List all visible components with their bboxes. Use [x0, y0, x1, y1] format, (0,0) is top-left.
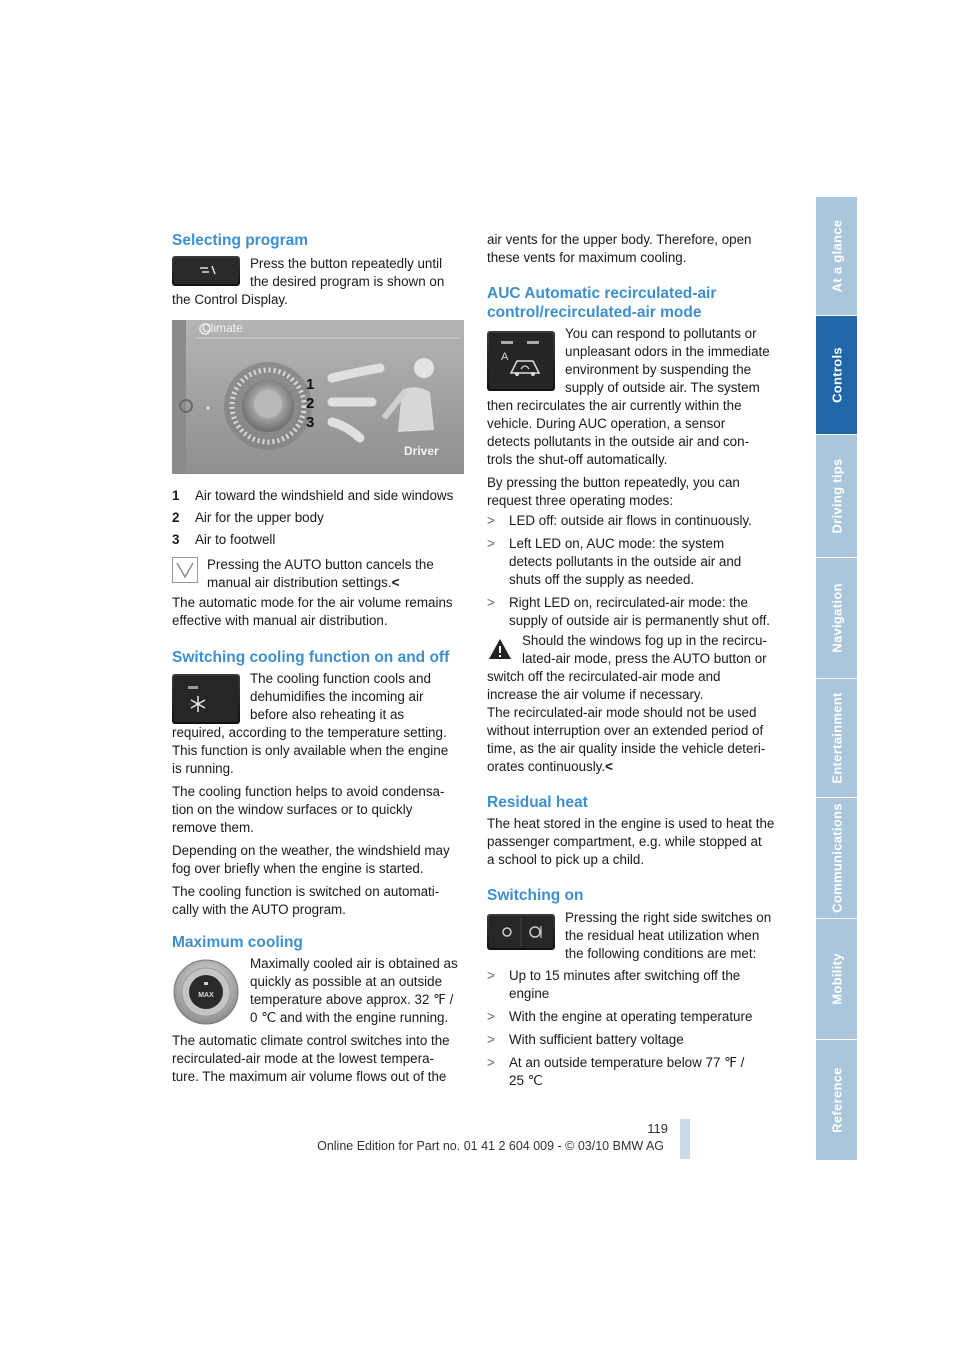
tab-navigation[interactable]: Navigation [816, 558, 857, 680]
sec2-text-cont: required, according to the temperature setting. This function is only available when the engine is running. The cooling function helps to avoid condensa- tion on the window surfaces or to quickly remove them. Depending on the weather, the windshield may fog over briefly when the engine is started. The cooling function is switched on automati- cally with the AUTO program. [172, 725, 450, 917]
note-icon [172, 557, 198, 583]
recirculation-icon [487, 331, 555, 391]
left-column [172, 231, 464, 250]
program-button-image [172, 256, 240, 286]
list-item: > Left LED on, AUC mode: the system detects pollutants in the outside air and shuts off the supply as needed. [487, 536, 742, 587]
climate-display-image [172, 320, 464, 474]
warning-text-cont: switch off the recirculated-air mode and increase the air volume if necessary. The recirculated-air mode should not be used without interruption over an extended period of time, as the air quality inside the vehicle deteri- orates continuously.< [487, 669, 766, 774]
text-line: the Control Display. [172, 292, 288, 307]
list-item: 3 Air to footwell [172, 532, 276, 547]
sec2-text: The cooling function cools and dehumidifies the incoming air before also reheating it as [250, 671, 431, 722]
cooling-button-image [172, 674, 240, 724]
list-item: 1 Air toward the windshield and side windows [172, 488, 454, 503]
screen-label-2: 2 [306, 395, 315, 412]
list-item: > At an outside temperature below 77 ℉ / 25 ℃ [487, 1055, 745, 1088]
footer-text: Online Edition for Part no. 01 41 2 604 009 - © 03/10 BMW AG [317, 1139, 664, 1153]
sec4-text: You can respond to pollutants or unpleasant odors in the immediate environment by suspending the supply of outside air. The system [565, 326, 770, 395]
continued-text: air vents for the upper body. Therefore, open these vents for maximum cooling. [487, 232, 752, 265]
note-text: Pressing the AUTO button cancels the manual air distribution settings.< [207, 557, 434, 590]
air-distribution-list [172, 487, 464, 549]
list-item: > LED off: outside air flows in continuously. [487, 513, 752, 528]
text-line: Press the button repeatedly until [250, 256, 443, 271]
list-item: > With the engine at operating temperature [487, 1009, 753, 1024]
screen-title: Climate [202, 321, 243, 335]
tab-communications[interactable]: Communications [816, 798, 857, 920]
screen-label-1: 1 [306, 376, 315, 393]
sec3-text: Maximally cooled air is obtained as quickly as possible at an outside temperature above approx. 32 ℉ / 0 ℃ and with the engine running. [250, 956, 458, 1025]
mode-bullet-list [487, 512, 782, 630]
auc-label: A [501, 351, 509, 363]
air-distribution-icon [172, 256, 240, 286]
page-number-bar [680, 1119, 690, 1159]
auc-button-image [487, 331, 555, 391]
warning-text: Should the windows fog up in the recircu- lated-air mode, press the AUTO button or [522, 633, 767, 666]
tab-at-a-glance[interactable]: At a glance [816, 197, 857, 317]
warning-icon [487, 636, 513, 662]
max-button-image [172, 958, 240, 1026]
conditions-bullet-list [487, 967, 782, 1090]
section-title-selecting-program: Selecting program [172, 232, 309, 249]
tab-controls[interactable]: Controls [816, 316, 857, 436]
paragraph: The automatic mode for the air volume remains effective with manual air distribution. [172, 595, 453, 628]
sec1-text-lines [250, 255, 465, 291]
tab-entertainment[interactable]: Entertainment [816, 679, 857, 799]
sec6-text: Pressing the right side switches on the residual heat utilization when the following conditions are met: [565, 910, 772, 961]
residual-heat-button-image [487, 914, 555, 950]
list-item: 2 Air for the upper body [172, 510, 324, 525]
sec4-text-cont: then recirculates the air currently within the vehicle. During AUC operation, a sensor detects pollutants in the outside air and con- trols the shut-off automatically. By pressing the button repeatedly, you can request three operating modes: [487, 398, 750, 508]
snowflake-icon [172, 674, 240, 724]
screen-driver-label: Driver [404, 444, 439, 458]
screen-label-3: 3 [306, 414, 315, 431]
section-title-auc: AUC Automatic recirculated-air control/recirculated-air mode [487, 285, 717, 321]
section-title-max-cooling: Maximum cooling [172, 934, 303, 951]
sec5-text: The heat stored in the engine is used to heat the passenger compartment, e.g. while stopped at a school to pick up a child. [487, 816, 775, 867]
tab-reference[interactable]: Reference [816, 1040, 857, 1162]
section-title-switching-on: Switching on [487, 887, 584, 904]
text-line: the desired program is shown on [250, 274, 445, 289]
section-title-cooling: Switching cooling function on and off [172, 649, 450, 666]
page-number: 119 [647, 1121, 668, 1136]
side-navigation [816, 197, 857, 1160]
tab-driving-tips[interactable]: Driving tips [816, 435, 857, 559]
list-item: > Right LED on, recirculated-air mode: the supply of outside air is permanently shut off. [487, 595, 771, 628]
sec3-text-cont: The automatic climate control switches into the recirculated-air mode at the lowest tempera- ture. The maximum air volume flows out of the [172, 1033, 450, 1084]
section-title-residual-heat: Residual heat [487, 794, 588, 811]
list-item: > Up to 15 minutes after switching off the engine [487, 968, 741, 1001]
tab-mobility[interactable]: Mobility [816, 919, 857, 1041]
fan-icon [487, 914, 555, 950]
list-item: > With sufficient battery voltage [487, 1032, 684, 1047]
max-label: MAX [198, 992, 214, 999]
